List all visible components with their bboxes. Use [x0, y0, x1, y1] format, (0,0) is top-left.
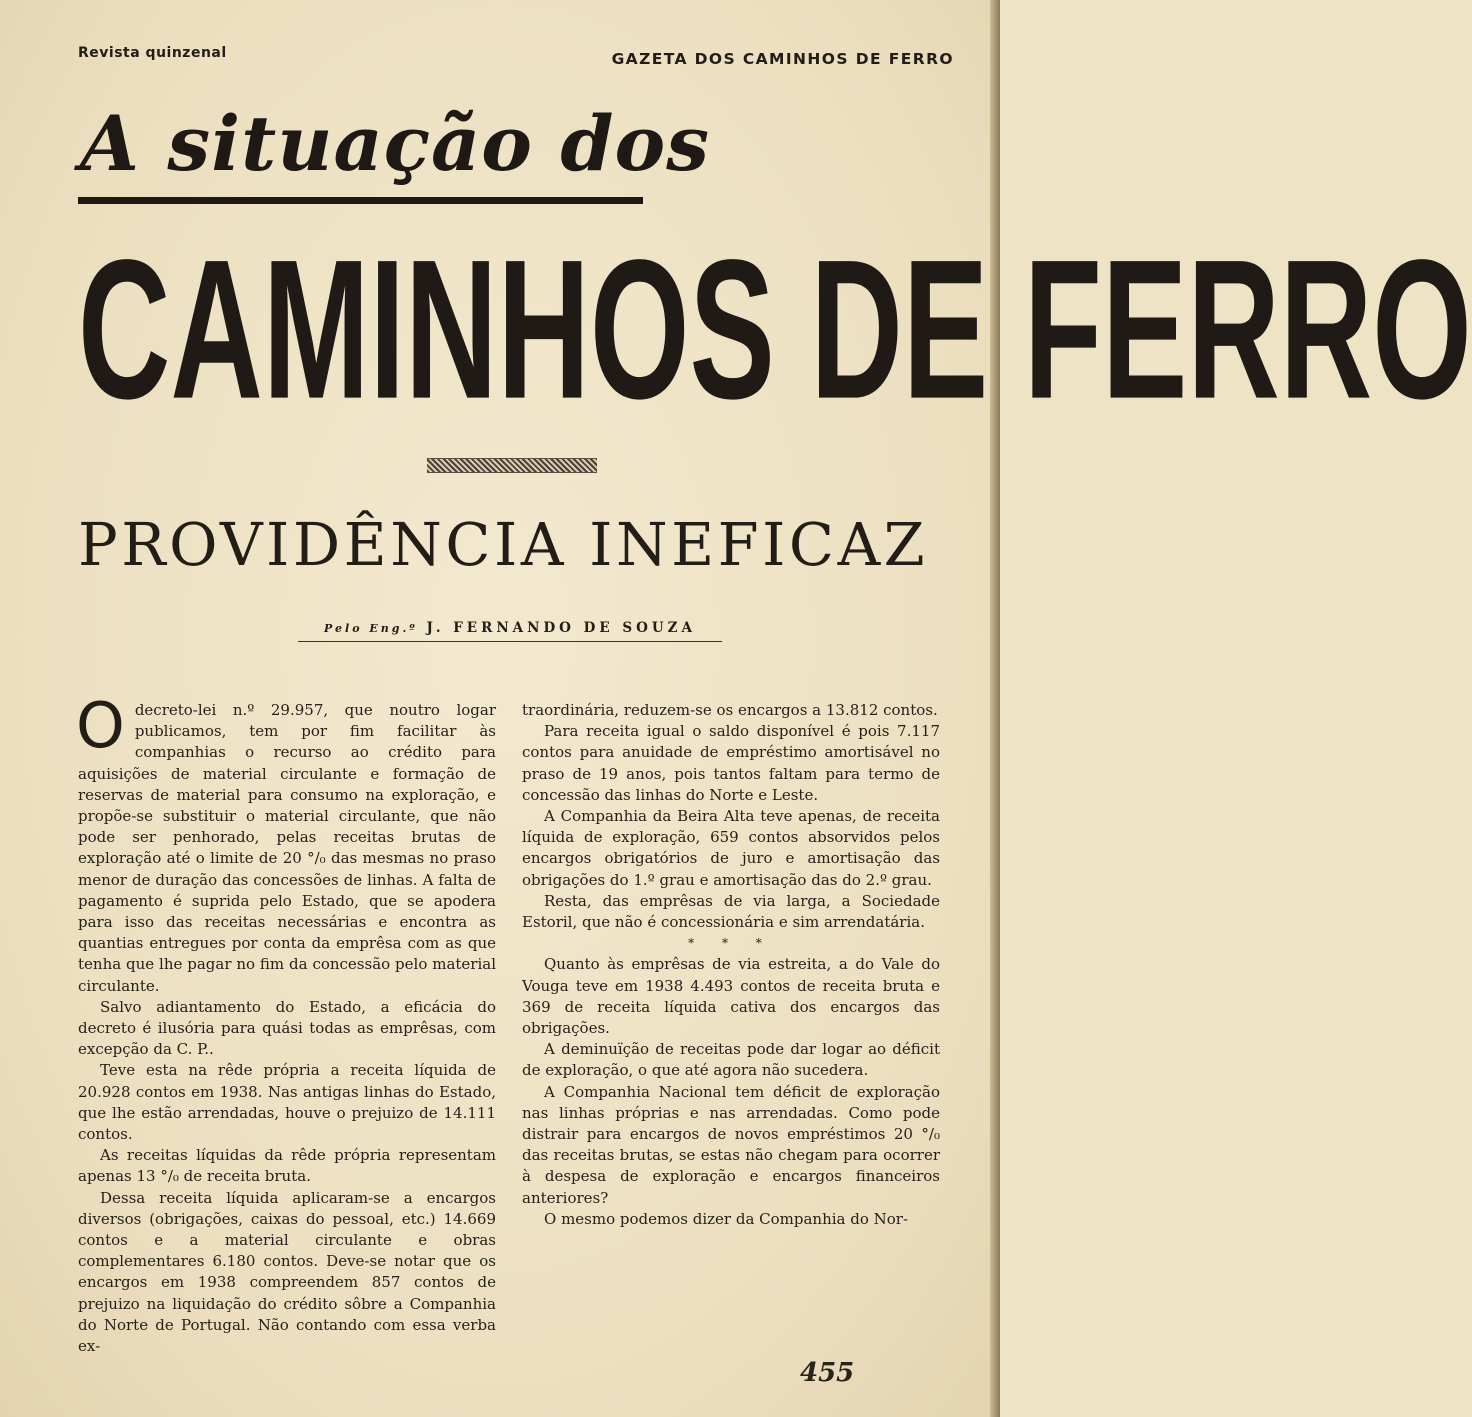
headline-letter: E [902, 219, 989, 442]
article-paragraph [76, 689, 496, 997]
headline-letter: C [78, 219, 171, 442]
byline [298, 620, 722, 636]
article-paragraph: A deminuïção de receitas pode dar logar ao déficit de exploração, o que até agora não sucedera. [522, 1040, 940, 1080]
headline-letter: E [1102, 219, 1188, 442]
article-paragraph: A Companhia da Beira Alta teve apenas, de receita líquida de exploração, 659 contos absorvidos pelos encargos obrigatórios de juro e amortisação das obrigações do 1.º grau e amortisação das do 2.º grau. [522, 807, 940, 889]
byline-author: J. FERNANDO DE SOUZA [426, 620, 696, 636]
headline-letter: R [1279, 219, 1373, 442]
headline-letter: O [1372, 219, 1472, 442]
headline-letter: S [689, 219, 775, 442]
headline-main [78, 219, 1472, 442]
headline-space [988, 184, 1024, 479]
article-paragraph: O mesmo podemos dizer da Companhia do Nor- [544, 1209, 909, 1228]
headline-letter: N [405, 219, 498, 442]
headline-letter: D [810, 219, 903, 442]
article-paragraph: Dessa receita líquida aplicaram-se a encargos diversos (obrigações, caixas do pessoal, etc.) 14.669 contos e a material circulante e obras complementares 6.180 contos. Deve-se notar que os encargos em 1938 compreendem 857 contos de prejuizo na liquidação do crédito sôbre a Companhia do Norte de Portugal. Não contando com essa verba ex- [78, 1188, 496, 1356]
article-paragraph: Quanto às emprêsas de via estreita, a do Vale do Vouga teve em 1938 4.493 contos de receita bruta e 369 de receita líquida cativa dos encargos das obrigações. [522, 955, 940, 1038]
article-paragraph: A Companhia Nacional tem déficit de exploração nas linhas próprias e nas arrendadas. Como pode distrair para encargos de novos empréstimos 20 °/₀ das receitas brutas, se estas não chegam para ocorrer à despesa de exploração e encargos financeiros anteriores? [522, 1082, 940, 1207]
byline-prefix: Pelo Eng.º [324, 622, 418, 635]
headline-letter: F [1023, 219, 1102, 442]
drop-cap: O [76, 689, 125, 762]
headline-letter: M [262, 219, 370, 442]
headline-letter: A [170, 219, 263, 442]
headline-letter: O [589, 219, 690, 442]
running-header-left: Revista quinzenal [78, 45, 227, 61]
headline-letter: I [369, 219, 406, 442]
article-column-right [522, 700, 940, 1230]
article-column-left [76, 689, 496, 1357]
byline-rule [298, 641, 722, 642]
article-paragraph: Resta, das emprêsas de via larga, a Sociedade Estoril, que não é concessionária e sim arrendatária. [522, 891, 940, 932]
article-paragraph: Teve esta na rêde própria a receita líquida de 20.928 contos em 1938. Nas antigas linhas do Estado, que lhe estão arrendadas, houve o prejuizo de 14.111 contos. [78, 1061, 496, 1144]
headline-script: A situação dos [80, 99, 710, 188]
headline-letter: H [497, 219, 590, 442]
article-paragraph: As receitas líquidas da rêde própria representam apenas 13 °/₀ de receita bruta. [78, 1146, 496, 1186]
headline-subtitle: PROVIDÊNCIA INEFICAZ [78, 510, 929, 579]
page-number: 455 [800, 1358, 855, 1388]
paragraph-text: decreto-lei n.º 29.957, que noutro logar publicamos, tem por fim facilitar às companhias o recurso ao crédito para aquisições de material circulante e formação de reservas de material para consumo na exploração, e propõe-se substituir o material circulante, que não pode ser penhorado, pelas receitas brutas de exploração até o limite de 20 °/₀ das mesmas no praso menor de duração das concessões de linhas. A falta de pagamento é suprida pelo Estado, que se apodera para isso das receitas necessárias e encontra as quantias entregues por conta da emprêsa com as que tenha que lhe pagar no fim da concessão pelo material circulante. [78, 701, 496, 995]
hatched-divider [427, 458, 597, 473]
running-header-right: GAZETA DOS CAMINHOS DE FERRO [611, 50, 954, 68]
headline-space [775, 184, 811, 479]
section-separator: * * * [688, 936, 774, 951]
article-paragraph: Para receita igual o saldo disponível é pois 7.117 contos para anuidade de empréstimo amortisável no praso de 19 anos, pois tantos faltam para termo de concessão das linhas do Norte e Leste. [522, 722, 940, 804]
article-paragraph: traordinária, reduzem-se os encargos a 13.812 contos. [522, 701, 938, 719]
article-paragraph: Salvo adiantamento do Estado, a eficácia do decreto é ilusória para quási todas as emprêsas, com excepção da C. P.. [78, 997, 496, 1059]
headline-letter: R [1187, 219, 1280, 442]
